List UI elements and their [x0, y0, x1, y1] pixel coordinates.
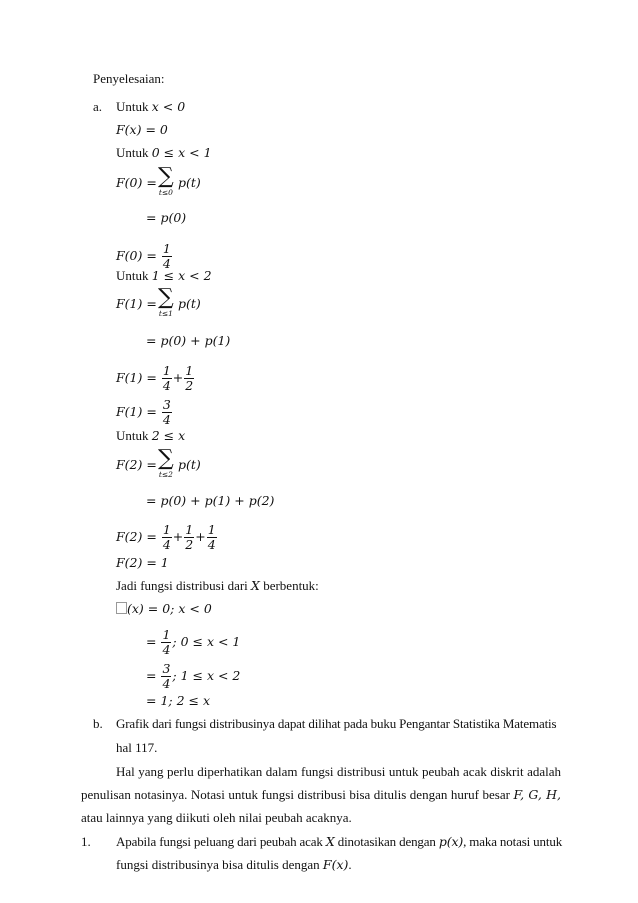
f1-fraction-sum: [116, 364, 195, 393]
f0-final: [116, 242, 173, 271]
solution-heading: Penyelesaian:: [93, 71, 165, 86]
note-line2-text: penulisan notasinya. Notasi untuk fungsi distribusi bisa ditulis dengan huruf besar: [81, 787, 514, 802]
item1-line1: [116, 834, 561, 850]
conclusion-line: [116, 578, 319, 594]
f0-summation: [158, 166, 174, 197]
missing-glyph-icon: [116, 602, 127, 614]
f2-fraction-sum: [116, 523, 218, 552]
case1-line: [116, 99, 185, 115]
piecewise-row-2: [146, 628, 240, 657]
f1-term: p(t): [178, 296, 201, 311]
piecewise-row-4: = 1; 2 ≤ x: [146, 693, 211, 708]
case2-line: [116, 145, 212, 161]
f2-fraction-c: [207, 523, 217, 552]
f1-final-lhs: F(1) =: [116, 404, 161, 419]
part-b-line2: hal 117.: [116, 740, 158, 755]
numerator: 1: [185, 363, 194, 378]
pw3-fraction: [161, 662, 171, 691]
f2-frac-lhs: F(2) =: [116, 529, 161, 544]
denominator: 2: [185, 537, 194, 552]
f1-fraction-a: [162, 364, 172, 393]
sigma-symbol: ∑: [158, 285, 174, 310]
sigma-symbol: ∑: [158, 446, 174, 471]
f1-frac-lhs: F(1) =: [116, 370, 161, 385]
case3-condition: 1 ≤ x < 2: [151, 268, 212, 283]
item1-marker: 1.: [81, 834, 91, 849]
denominator: 4: [162, 412, 171, 427]
case1-condition: x < 0: [151, 99, 186, 114]
f1-fraction: [162, 398, 172, 427]
case3-line: [116, 268, 212, 284]
note-line2-math: F, G, H,: [513, 787, 561, 802]
f2-sum-index: t≤2: [158, 470, 173, 479]
item1-line2: [116, 857, 352, 873]
denominator: 4: [162, 378, 171, 393]
pw2-fraction: [161, 628, 171, 657]
f2-lhs: F(2) =: [116, 457, 157, 472]
numerator: 1: [185, 522, 194, 537]
plus-sign: +: [172, 529, 184, 544]
sigma-symbol: ∑: [158, 164, 174, 189]
f2-fraction-a: [162, 523, 172, 552]
numerator: 1: [162, 522, 171, 537]
pw2-eq: =: [146, 634, 161, 649]
f2-summation: [158, 448, 174, 479]
f2-fraction-b: [184, 523, 194, 552]
case4-line: [116, 428, 185, 444]
numerator: 1: [162, 627, 171, 642]
part-b-line1: Grafik dari fungsi distribusinya dapat dilihat pada buku Pengantar Statistika Matematis: [116, 716, 557, 731]
case1-result: F(x) = 0: [116, 122, 168, 137]
denominator: 4: [162, 642, 171, 657]
f1-summation: [158, 287, 174, 318]
note-line2: [81, 787, 561, 803]
f2-step: = p(0) + p(1) + p(2): [146, 493, 275, 508]
denominator: 4: [162, 676, 171, 691]
denominator: 2: [185, 378, 194, 393]
f1-sum-index: t≤1: [158, 309, 173, 318]
denominator: 4: [162, 537, 171, 552]
item1-l2-math: F(x): [322, 857, 349, 872]
piecewise-row-3: [146, 662, 240, 691]
item1-l1-b: dinotasikan dengan: [334, 834, 439, 849]
case4-label: Untuk: [116, 428, 152, 443]
item1-l2-b: .: [348, 857, 352, 872]
f0-sum-index: t≤0: [158, 188, 173, 197]
conclusion-pre: Jadi fungsi distribusi dari: [116, 578, 252, 593]
note-line1: Hal yang perlu diperhatikan dalam fungsi distribusi untuk peubah acak diskrit adalah: [116, 764, 561, 779]
plus-sign: +: [195, 529, 206, 544]
f0-numerator: 1: [162, 241, 171, 256]
denominator: 4: [207, 537, 216, 552]
part-a-marker: a.: [93, 99, 103, 114]
f0-denominator: 4: [162, 256, 171, 271]
numerator: 3: [162, 397, 171, 412]
item1-l1-c: , maka notasi untuk: [463, 834, 563, 849]
case4-condition: 2 ≤ x: [151, 428, 186, 443]
f2-final: F(2) = 1: [116, 555, 169, 570]
f0-final-lhs: F(0) =: [116, 248, 161, 263]
f1-fraction-b: [184, 364, 194, 393]
f0-term: p(t): [178, 175, 201, 190]
note-line3: atau lainnya yang diikuti oleh nilai peubah acaknya.: [81, 810, 352, 825]
f0-fraction: [162, 242, 172, 271]
numerator: 1: [207, 522, 216, 537]
case1-label: Untuk: [116, 99, 152, 114]
numerator: 3: [162, 661, 171, 676]
conclusion-post: berbentuk:: [259, 578, 319, 593]
case2-label: Untuk: [116, 145, 152, 160]
item1-l1-a: Apabila fungsi peluang dari peubah acak: [116, 834, 326, 849]
case3-label: Untuk: [116, 268, 152, 283]
f2-term: p(t): [178, 457, 201, 472]
plus-sign: +: [172, 370, 184, 385]
f1-lhs: F(1) =: [116, 296, 157, 311]
pw1-rest: (x) = 0; x < 0: [127, 601, 212, 616]
f1-final: [116, 398, 173, 427]
item1-l1-var: X: [325, 834, 335, 849]
pw3-eq: =: [146, 668, 161, 683]
f1-step: = p(0) + p(1): [146, 333, 231, 348]
conclusion-var: X: [251, 578, 260, 593]
piecewise-row-1: [116, 601, 212, 617]
f0-lhs: F(0) =: [116, 175, 157, 190]
pw2-cond: ; 0 ≤ x < 1: [172, 634, 241, 649]
case2-condition: 0 ≤ x < 1: [151, 145, 212, 160]
f0-step: = p(0): [146, 210, 187, 225]
item1-l1-math: p(x): [438, 834, 464, 849]
item1-l2-a: fungsi distribusinya bisa ditulis dengan: [116, 857, 323, 872]
part-b-marker: b.: [93, 716, 103, 731]
pw3-cond: ; 1 ≤ x < 2: [172, 668, 241, 683]
numerator: 1: [162, 363, 171, 378]
